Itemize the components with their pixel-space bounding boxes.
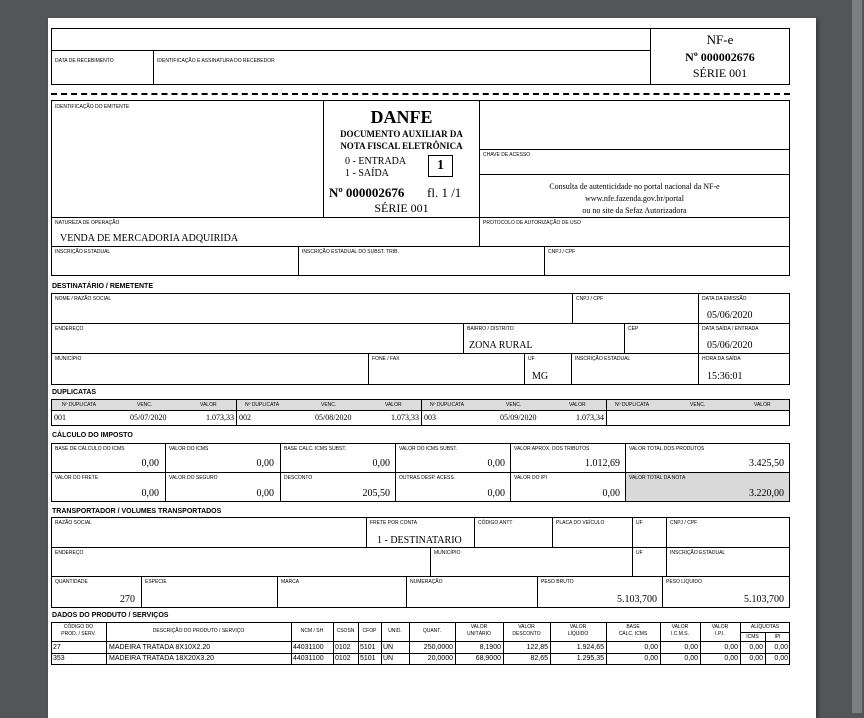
transp-antt-label: CÓDIGO ANTT — [478, 520, 513, 526]
duplicatas-title: DUPLICATAS — [52, 389, 97, 396]
consulta-line-1: Consulta de autenticidade no portal nacional da NF-e — [549, 182, 720, 191]
emitente-label: IDENTIFICAÇÃO DO EMITENTE — [55, 104, 130, 110]
data-recebimento-box — [51, 50, 154, 85]
p2-vunit: 68,9000 — [475, 655, 501, 662]
dest-endereco-box — [51, 323, 464, 354]
imposto-title: CÁLCULO DO IMPOSTO — [52, 432, 133, 439]
valor-icms-label: VALOR DO ICMS — [169, 446, 209, 452]
dest-cep-label: CEP — [628, 326, 639, 332]
ie-st-label: INSCRIÇÃO ESTADUAL DO SUBST. TRIB. — [302, 249, 399, 255]
h-vunit-1: VALOR — [470, 624, 488, 630]
dup-h-valor-1: VALOR — [200, 402, 217, 408]
dup-1-venc: 05/07/2020 — [130, 413, 167, 422]
h-descricao: DESCRIÇÃO DO PRODUTO / SERVIÇO — [152, 628, 245, 634]
desconto-label: DESCONTO — [284, 475, 313, 481]
canhoto-numero: Nº 000002676 — [685, 50, 755, 64]
consulta-line-3: ou no site da Sefaz Autorizadora — [582, 206, 687, 215]
danfe-page — [48, 18, 816, 718]
h-quant: QUANT. — [422, 628, 442, 634]
ipi-value: 0,00 — [602, 488, 620, 499]
data-emissao-value: 05/06/2020 — [707, 310, 753, 321]
p1-cfop: 5101 — [360, 644, 376, 651]
emitente-cnpj-box — [544, 246, 790, 276]
dest-nome-box — [51, 293, 573, 324]
h-csosn: CSOSN — [336, 628, 355, 634]
seguro-label: VALOR DO SEGURO — [169, 475, 218, 481]
total-produtos-label: VALOR TOTAL DOS PRODUTOS — [629, 446, 705, 452]
h-cfop: CFOP — [362, 628, 377, 634]
numeracao-label: NUMERAÇÃO — [410, 579, 443, 585]
frete-label: VALOR DO FRETE — [55, 475, 99, 481]
valor-icms-value: 0,00 — [256, 458, 274, 469]
transp-uf2-label: UF — [636, 550, 643, 556]
dup-h-valor-4: VALOR — [754, 402, 771, 408]
dest-municipio-label: MUNICÍPIO — [55, 356, 82, 362]
dest-fone-label: FONE / FAX — [372, 356, 400, 362]
seguro-value: 0,00 — [256, 488, 274, 499]
assinatura-label: IDENTIFICAÇÃO E ASSINATURA DO RECEBEDOR — [157, 58, 275, 64]
data-recebimento-label: DATA DE RECEBIMENTO — [55, 58, 114, 64]
quantidade-value: 270 — [120, 594, 135, 605]
dest-uf-label: UF — [528, 356, 535, 362]
danfe-title: DANFE — [370, 107, 433, 127]
peso-liquido-value: 5.103,700 — [744, 594, 784, 605]
desconto-value: 205,50 — [362, 488, 390, 499]
transp-razao-label: RAZÃO SOCIAL — [55, 520, 92, 526]
p2-vipi: 0,00 — [724, 655, 738, 662]
p2-aicms: 0,00 — [749, 655, 763, 662]
dup-h-numero-2: Nº DUPLICATA — [245, 402, 280, 408]
dup-1-numero: 001 — [54, 413, 66, 422]
h-vliq-2: LÍQUIDO — [567, 631, 589, 637]
p1-csosn: 0102 — [335, 644, 351, 651]
dest-bairro-value: ZONA RURAL — [469, 340, 533, 351]
dup-h-numero-1: Nº DUPLICATA — [62, 402, 97, 408]
base-st-value: 0,00 — [372, 458, 390, 469]
dest-ie-label: INSCRIÇÃO ESTADUAL — [575, 356, 631, 362]
natureza-label: NATUREZA DE OPERAÇÃO — [55, 220, 120, 226]
h-vipi-2: I.P.I. — [715, 631, 725, 637]
transp-frete-label: FRETE POR CONTA — [370, 520, 418, 526]
dup-h-venc-2: VENC. — [321, 402, 337, 408]
base-st-label: BASE CALC. ICMS SUBST. — [284, 446, 347, 452]
p1-vliq: 1.924,65 — [576, 644, 604, 651]
ie-label: INSCRIÇÃO ESTADUAL — [55, 249, 111, 255]
p2-vliq: 1.295,35 — [576, 655, 604, 662]
transp-ie-label: INSCRIÇÃO ESTADUAL — [670, 550, 726, 556]
transp-endereco-box — [51, 547, 431, 577]
data-saida-label: DATA SAÍDA / ENTRADA — [702, 326, 759, 332]
base-icms-value: 0,00 — [141, 458, 159, 469]
p1-aipi: 0,00 — [774, 644, 788, 651]
p2-descricao: MADEIRA TRATADA 18X20X3.20 — [109, 655, 215, 662]
chave-acesso-label: CHAVE DE ACESSO — [483, 152, 531, 158]
especie-label: ESPÉCIE — [145, 579, 167, 585]
frete-value: 0,00 — [141, 488, 159, 499]
base-icms-label: BASE DE CÁLCULO DO ICMS — [55, 446, 125, 452]
canhoto-top-row — [51, 28, 651, 51]
natureza-value: VENDA DE MERCADORIA ADQUIRIDA — [60, 233, 239, 244]
hora-saida-label: HORA DA SAÍDA — [702, 356, 741, 362]
h-vdesc-1: VALOR — [518, 624, 535, 630]
h-vicms-1: VALOR — [671, 624, 689, 630]
scrollbar-thumb[interactable] — [852, 0, 862, 713]
transp-frete-value: 1 - DESTINATARIO — [377, 535, 462, 546]
total-nota-value: 3.220,00 — [749, 488, 784, 499]
p1-vicms: 0,00 — [684, 644, 698, 651]
dup-h-valor-3: VALOR — [569, 402, 586, 408]
dest-endereco-label: ENDEREÇO — [55, 326, 84, 332]
danfe-subtitle-2: NOTA FISCAL ELETRÔNICA — [340, 141, 463, 151]
p1-codigo: 27 — [53, 644, 61, 651]
quantidade-label: QUANTIDADE — [55, 579, 88, 585]
marca-label: MARCA — [281, 579, 300, 585]
danfe-numero: Nº 000002676 — [329, 185, 405, 200]
data-emissao-label: DATA DA EMISSÃO — [702, 296, 747, 302]
p2-vdesc: 82,65 — [530, 655, 548, 662]
aprox-tributos-value: 1.012,69 — [585, 458, 620, 469]
h-ncm: NCM / SH — [300, 628, 324, 634]
dup-divider-1 — [236, 399, 237, 426]
assinatura-box — [153, 50, 651, 85]
p1-quant: 250,0000 — [423, 644, 453, 651]
dest-bairro-label: BAIRRO / DISTRITO — [467, 326, 514, 332]
p2-base: 0,00 — [644, 655, 658, 662]
p2-codigo: 353 — [53, 655, 65, 662]
h-base-1: BASE — [626, 624, 640, 630]
outras-value: 0,00 — [487, 488, 505, 499]
transp-endereco-label: ENDEREÇO — [55, 550, 84, 556]
p1-aicms: 0,00 — [749, 644, 763, 651]
tipo-operacao-box: 1 — [428, 155, 453, 177]
protocolo-label: PROTOCOLO DE AUTORIZAÇÃO DE USO — [483, 220, 581, 226]
h-aliq-ipi: IPI — [774, 634, 781, 640]
danfe-serie: SÉRIE 001 — [374, 201, 429, 215]
h-codigo-2: PROD. / SERV. — [61, 631, 96, 637]
peso-bruto-value: 5.103,700 — [617, 594, 657, 605]
transp-razao-box — [51, 517, 367, 548]
h-codigo-1: CÓDIGO DO — [63, 624, 94, 630]
dup-3-valor: 1.073,34 — [576, 413, 604, 422]
dup-h-valor-2: VALOR — [385, 402, 402, 408]
dup-3-venc: 05/09/2020 — [500, 413, 537, 422]
dup-divider-2 — [421, 399, 422, 426]
dest-municipio-box — [51, 353, 369, 385]
h-base-2: CÁLC. ICMS — [618, 631, 648, 637]
p2-vicms: 0,00 — [684, 655, 698, 662]
h-unid: UNID. — [388, 628, 402, 634]
dup-h-venc-1: VENC. — [137, 402, 153, 408]
h-vdesc-2: DESCONTO — [512, 631, 541, 637]
destinatario-title: DESTINATÁRIO / REMETENTE — [52, 283, 153, 290]
transp-municipio-box — [430, 547, 633, 577]
produtos-title: DADOS DO PRODUTO / SERVIÇOS — [52, 612, 169, 619]
aprox-tributos-label: VALOR APROX. DOS TRIBUTOS — [514, 446, 590, 452]
dup-divider-3 — [606, 399, 607, 426]
total-produtos-value: 3.425,50 — [749, 458, 784, 469]
transp-placa-label: PLACA DO VEÍCULO — [556, 520, 605, 526]
peso-liquido-label: PESO LÍQUIDO — [666, 579, 702, 585]
transp-uf-label: UF — [636, 520, 643, 526]
dest-cnpj-label: CNPJ / CPF — [576, 296, 604, 302]
h-vipi-1: VALOR — [711, 624, 729, 630]
p2-cfop: 5101 — [360, 655, 376, 662]
data-saida-value: 05/06/2020 — [707, 340, 753, 351]
outras-label: OUTRAS DESP. ACESS. — [399, 475, 456, 481]
p1-unid: UN — [383, 644, 394, 651]
p2-aipi: 0,00 — [774, 655, 788, 662]
emitente-cnpj-label: CNPJ / CPF — [548, 249, 576, 255]
p2-quant: 20,0000 — [427, 655, 453, 662]
p1-vdesc: 122,85 — [526, 644, 548, 651]
dup-2-numero: 002 — [239, 413, 251, 422]
dup-h-numero-3: Nº DUPLICATA — [430, 402, 465, 408]
h-vicms-2: I.C.M.S. — [670, 631, 690, 637]
p1-ncm: 44031100 — [293, 644, 324, 651]
dup-2-valor: 1.073,33 — [391, 413, 419, 422]
p2-csosn: 0102 — [335, 655, 351, 662]
total-nota-label: VALOR TOTAL DA NOTA — [629, 475, 686, 481]
h-aliq-icms: ICMS — [746, 634, 759, 640]
dup-3-numero: 003 — [424, 413, 436, 422]
dest-nome-label: NOME / RAZÃO SOCIAL — [55, 296, 112, 302]
transp-cnpj-label: CNPJ / CPF — [670, 520, 698, 526]
h-vliq-1: VALOR — [569, 624, 587, 630]
hora-saida-value: 15:36:01 — [707, 371, 743, 382]
produtos-row-divider — [51, 653, 790, 654]
valor-st-value: 0,00 — [487, 458, 505, 469]
valor-st-label: VALOR DO ICMS SUBST. — [399, 446, 458, 452]
h-aliquotas: ALÍQUOTAS — [750, 624, 780, 630]
peso-bruto-label: PESO BRUTO — [541, 579, 574, 585]
emitente-box — [51, 100, 324, 218]
dup-1-valor: 1.073,33 — [206, 413, 234, 422]
consulta-line-2[interactable]: www.nfe.fazenda.gov.br/portal — [585, 194, 684, 203]
p1-descricao: MADEIRA TRATADA 8X10X2.20 — [109, 644, 211, 651]
ipi-label: VALOR DO IPI — [514, 475, 547, 481]
h-vunit-2: UNITÁRIO — [467, 631, 491, 637]
canhoto-serie: SÉRIE 001 — [692, 66, 748, 80]
barcode-box — [479, 100, 790, 150]
dup-h-venc-3: VENC. — [506, 402, 522, 408]
p1-vipi: 0,00 — [724, 644, 738, 651]
dest-uf-value: MG — [532, 371, 549, 382]
dup-2-venc: 05/08/2020 — [315, 413, 352, 422]
danfe-folha: fl. 1 /1 — [427, 185, 462, 200]
saida-label: 1 - SAÍDA — [345, 168, 389, 179]
dup-h-venc-4: VENC. — [690, 402, 706, 408]
cut-line — [51, 93, 790, 95]
p2-ncm: 44031100 — [293, 655, 324, 662]
p2-unid: UN — [383, 655, 394, 662]
transp-municipio-label: MUNICÍPIO — [434, 550, 461, 556]
danfe-subtitle-1: DOCUMENTO AUXILIAR DA — [340, 129, 463, 139]
transportador-title: TRANSPORTADOR / VOLUMES TRANSPORTADOS — [52, 508, 222, 515]
aliquotas-divider — [740, 632, 790, 633]
p1-vunit: 8,1900 — [479, 644, 501, 651]
entrada-label: 0 - ENTRADA — [345, 156, 407, 167]
p1-base: 0,00 — [644, 644, 658, 651]
canhoto-nfe-title: NF-e — [706, 32, 734, 47]
dup-h-numero-4: Nº DUPLICATA — [615, 402, 650, 408]
